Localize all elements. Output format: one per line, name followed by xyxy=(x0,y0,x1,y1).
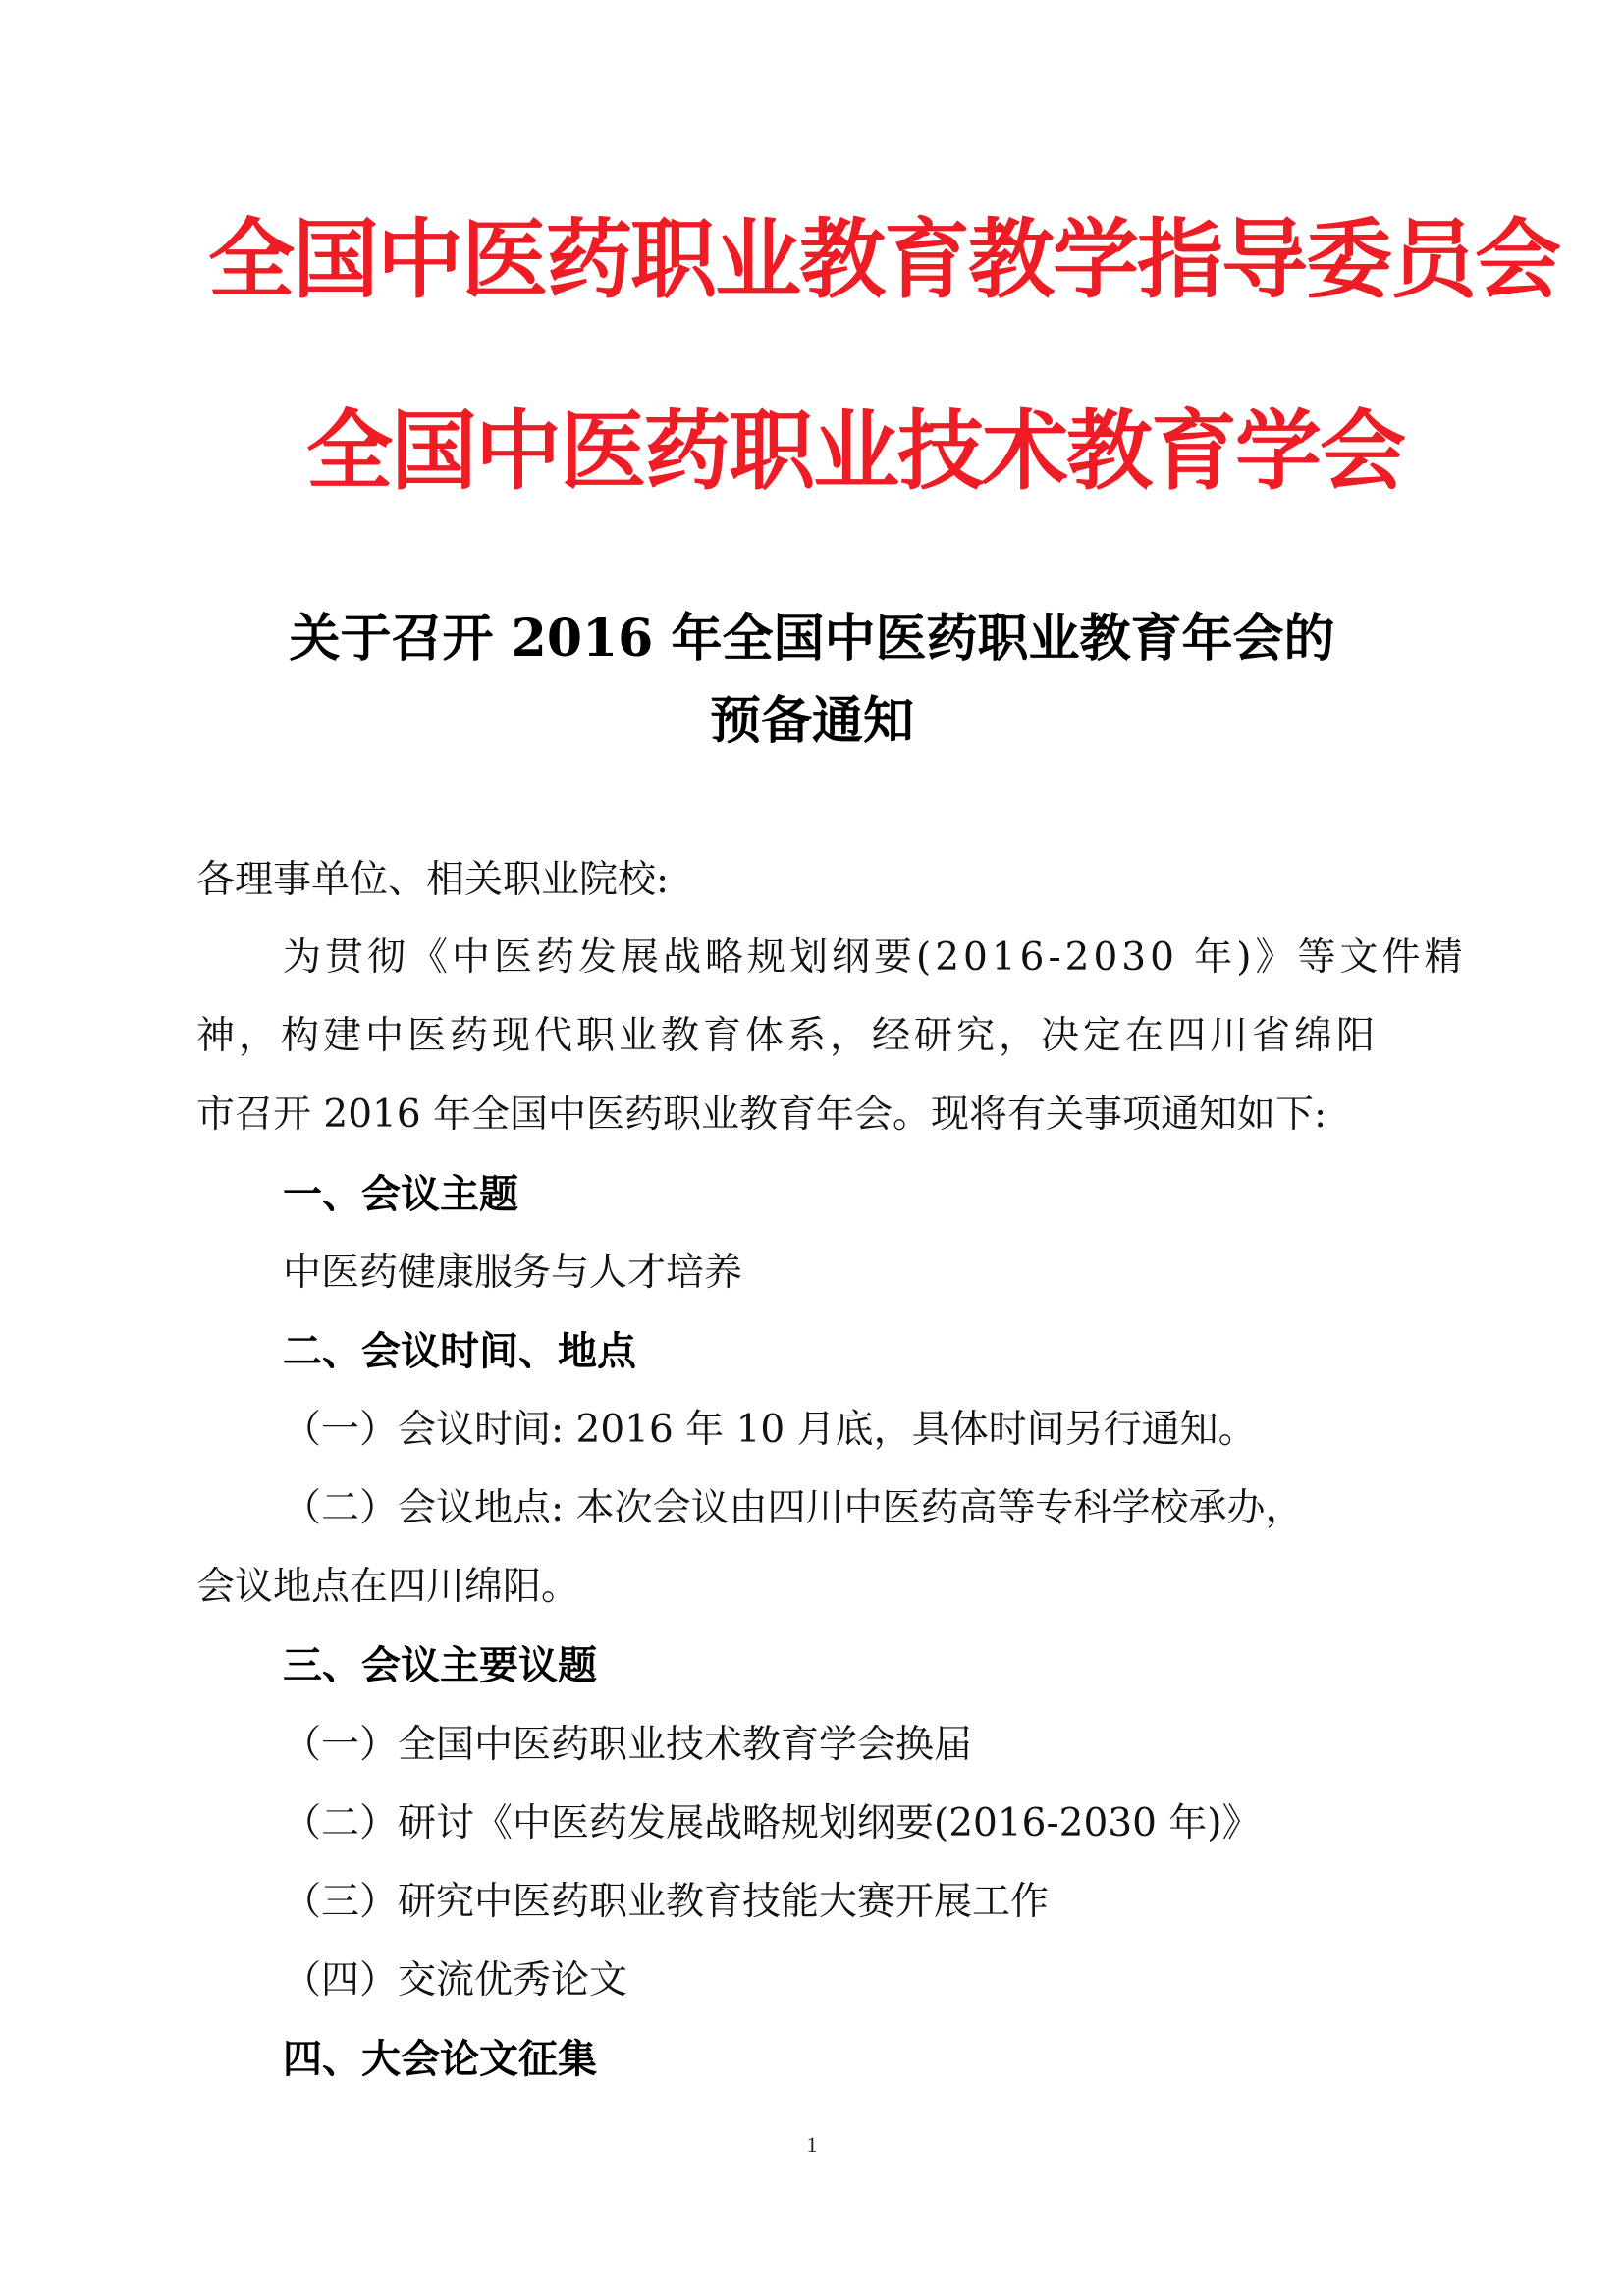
section-1-text: 中医药健康服务与人才培养 xyxy=(283,1251,743,1295)
section-2-heading: 二、会议时间、地点 xyxy=(283,1329,636,1374)
notice-title-line-1: 关于召开 2016 年全国中医药职业教育年会的 xyxy=(289,609,1335,668)
intro-line-2: 神，构建中医药现代职业教育体系，经研究，决定在四川省绵阳 xyxy=(196,1014,1380,1058)
section-3-item-3: （三）研究中医药职业教育技能大赛开展工作 xyxy=(283,1880,1050,1924)
section-4-heading: 四、大会论文征集 xyxy=(283,2037,597,2082)
notice-title-line-2: 预备通知 xyxy=(709,691,914,751)
section-2-item-2-line-2: 会议地点在四川绵阳。 xyxy=(196,1565,580,1609)
page-number: 1 xyxy=(806,2132,818,2157)
section-3-item-2: （二）研讨《中医药发展战略规划纲要(2016-2030 年)》 xyxy=(283,1801,1261,1845)
intro-line-3: 市召开 2016 年全国中医药职业教育年会。现将有关事项通知如下: xyxy=(196,1093,1327,1137)
issuer-name-line-1: 全国中医药职业教育教学指导委员会 xyxy=(208,209,1560,310)
section-3-item-4: （四）交流优秀论文 xyxy=(283,1958,628,2002)
section-1-heading: 一、会议主题 xyxy=(283,1172,518,1217)
salutation: 各理事单位、相关职业院校: xyxy=(196,858,670,902)
issuer-name-line-2: 全国中医药职业技术教育学会 xyxy=(306,400,1405,502)
section-2-item-1: （一）会议时间: 2016 年 10 月底，具体时间另行通知。 xyxy=(283,1408,1257,1452)
section-3-heading: 三、会议主要议题 xyxy=(283,1643,597,1688)
section-3-item-1: （一）全国中医药职业技术教育学会换届 xyxy=(283,1723,973,1767)
intro-line-1: 为贯彻《中医药发展战略规划纲要(2016-2030 年)》等文件精 xyxy=(283,935,1467,980)
section-2-item-2-line-1: （二）会议地点: 本次会议由四川中医药高等专科学校承办， xyxy=(283,1486,1304,1530)
